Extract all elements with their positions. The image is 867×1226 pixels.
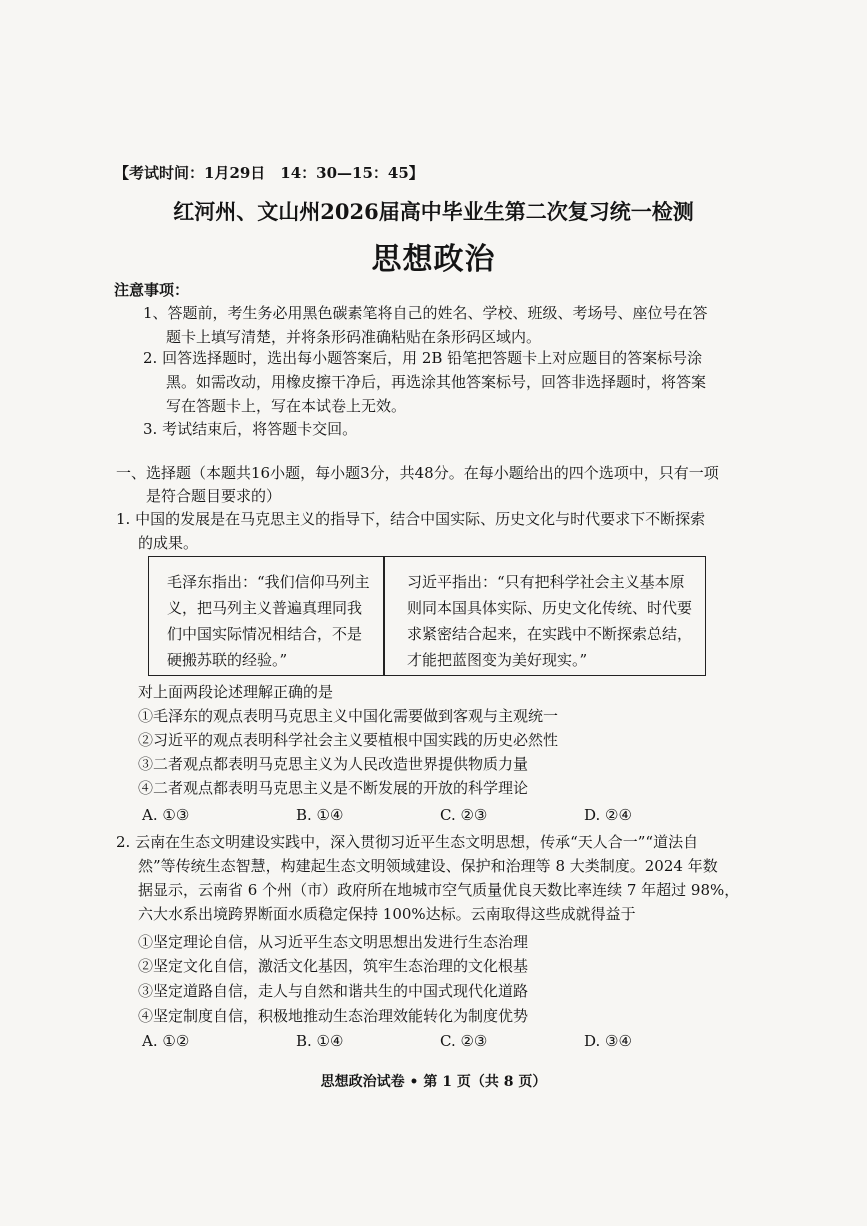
quote-box-xi [384,556,706,676]
quote-text: 毛泽东指出：“我们信仰马列主义，把马列主义普遍真理同我们中国实际情况相结合，不是硬搬苏联的经验。” [167,573,370,669]
subject-title: 思想政治 [371,242,496,277]
page-footer: 思想政治试卷 • 第 1 页（共 8 页） [320,1074,547,1090]
exam-name: 红河州、文山州2026届高中毕业生第二次复习统一检测 [173,199,694,224]
notice-line: 1、答题前，考生务必用黑色碳素笔将自己的姓名、学校、班级、考场号、座位号在答 [143,304,708,322]
q1-item: ①毛泽东的观点表明马克思主义中国化需要做到客观与主观统一 [138,707,559,725]
quote-text: 习近平指出：“只有把科学社会主义基本原则同本国具体实际、历史文化传统、时代要求紧密结合起来，在实践中不断探索总结，才能把蓝图变为美好现实。” [407,573,693,669]
q2-item: ④坚定制度自信，积极地推动生态治理效能转化为制度优势 [138,1007,529,1025]
q1-item: ②习近平的观点表明科学社会主义要植根中国实践的历史必然性 [138,731,559,749]
q2-item: ③坚定道路自信，走人与自然和谐共生的中国式现代化道路 [138,982,529,1000]
q2-stem-cont: 然”等传统生态智慧，构建起生态文明领域建设、保护和治理等 8 大类制度。2024 年数 [138,857,718,875]
q1-prompt: 对上面两段论述理解正确的是 [138,683,334,701]
q2-stem-cont: 据显示，云南省 6 个州（市）政府所在地城市空气质量优良天数比率连续 7 年超过 98%， [138,881,740,899]
exam-time: 【考试时间：1月29日 14：30—15：45】 [114,164,424,182]
q2-item: ①坚定理论自信，从习近平生态文明思想出发进行生态治理 [138,933,529,951]
notice-line: 写在答题卡上，写在本试卷上无效。 [166,397,407,415]
option-d[interactable]: D. ③④ [584,1032,632,1050]
option-d[interactable]: D. ②④ [584,806,632,824]
q2-stem-cont: 六大水系出境跨界断面水质稳定保持 100%达标。云南取得这些成就得益于 [138,905,636,923]
q1-item: ④二者观点都表明马克思主义是不断发展的开放的科学理论 [138,779,529,797]
q1-stem: 1. 中国的发展是在马克思主义的指导下，结合中国实际、历史文化与时代要求下不断探索 [116,510,706,528]
q1-item: ③二者观点都表明马克思主义为人民改造世界提供物质力量 [138,755,529,773]
section-heading-cont: 是符合题目要求的） [146,487,282,505]
option-b[interactable]: B. ①④ [296,806,344,824]
notice-line: 3. 考试结束后，将答题卡交回。 [143,420,358,438]
option-a[interactable]: A. ①③ [142,806,190,824]
option-c[interactable]: C. ②③ [440,806,488,824]
notice-heading: 注意事项： [114,281,190,299]
q1-stem-cont: 的成果。 [138,534,199,552]
q2-item: ②坚定文化自信，激活文化基因，筑牢生态治理的文化根基 [138,957,529,975]
option-b[interactable]: B. ①④ [296,1032,344,1050]
option-c[interactable]: C. ②③ [440,1032,488,1050]
option-a[interactable]: A. ①② [142,1032,190,1050]
notice-line: 2. 回答选择题时，选出每小题答案后，用 2B 铅笔把答题卡上对应题目的答案标号涂 [143,349,703,367]
q2-stem: 2. 云南在生态文明建设实践中，深入贯彻习近平生态文明思想，传承“天人合一”“道法自 [116,833,699,851]
notice-line: 题卡上填写清楚，并将条形码准确粘贴在条形码区域内。 [166,328,542,346]
quote-box-mao [148,556,384,676]
section-heading: 一、选择题（本题共16小题，每小题3分，共48分。在每小题给出的四个选项中，只有一项 [116,464,719,482]
notice-line: 黑。如需改动，用橡皮擦干净后，再选涂其他答案标号，回答非选择题时，将答案 [166,373,707,391]
